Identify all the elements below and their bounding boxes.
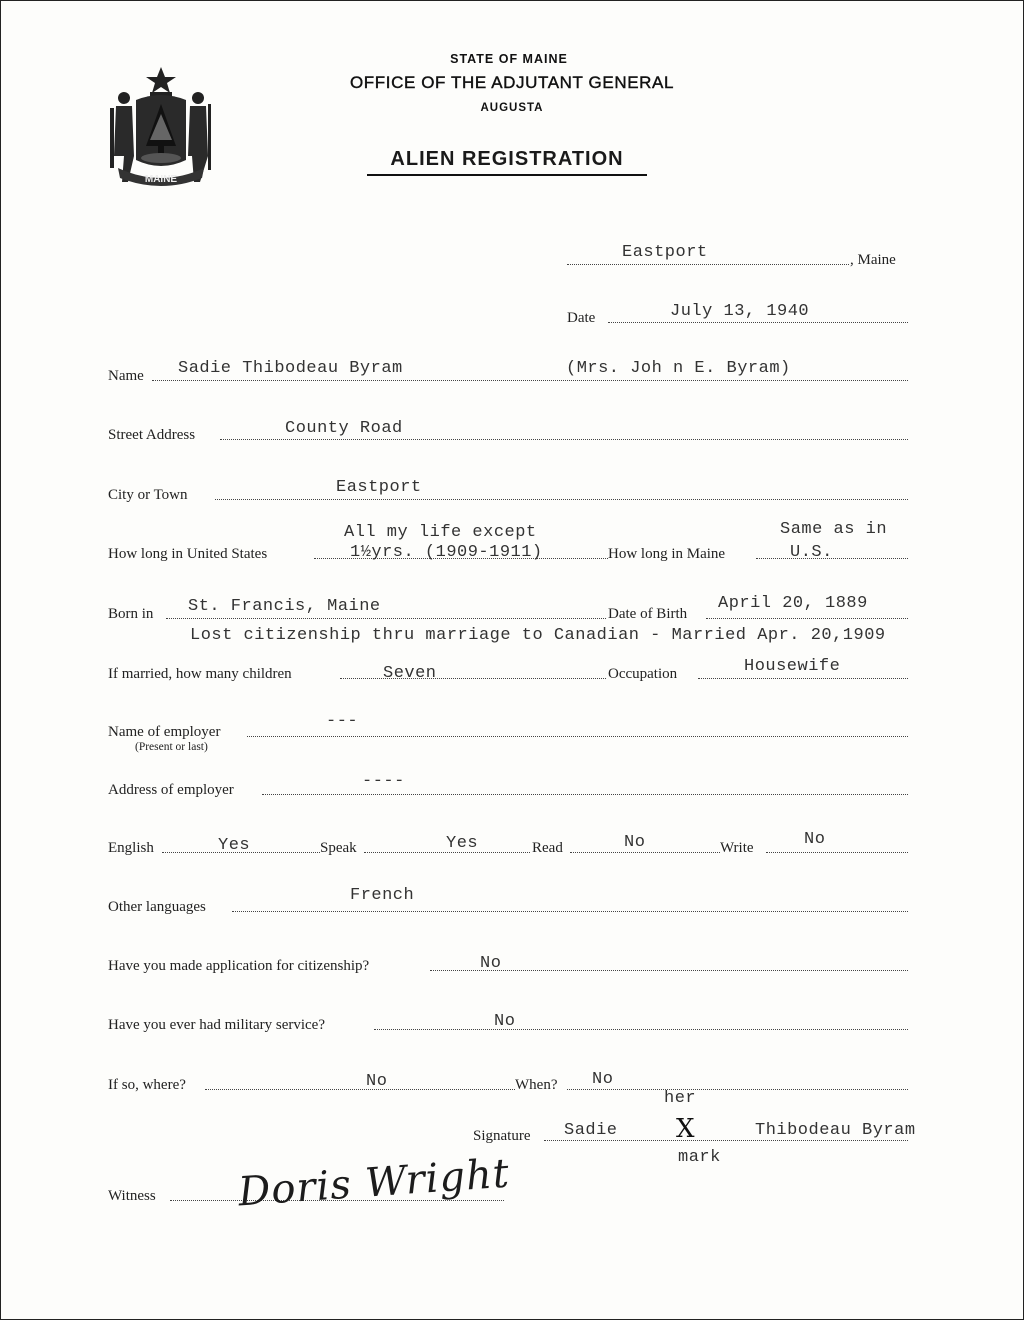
occupation-line (698, 678, 908, 679)
employer-address-label: Address of employer (108, 782, 234, 798)
signature-first-name: Sadie (564, 1121, 618, 1140)
witness-label: Witness (108, 1188, 156, 1204)
signature-label: Signature (473, 1128, 531, 1144)
us-duration-line1: All my life except (344, 523, 537, 542)
name-value: Sadie Thibodeau Byram (178, 359, 403, 378)
street-line (220, 439, 908, 440)
us-duration-line2: 1½yrs. (1909-1911) (350, 543, 543, 562)
children-label: If married, how many children (108, 666, 292, 682)
office-heading: OFFICE OF THE ADJUTANT GENERAL (349, 73, 675, 92)
city-label: City or Town (108, 487, 188, 503)
title-underline (367, 174, 647, 176)
svg-text:MAINE: MAINE (144, 174, 178, 185)
military-line (374, 1029, 908, 1030)
children-line (340, 678, 606, 679)
read-line (570, 852, 720, 853)
signature-her: her (664, 1089, 697, 1108)
signature-mark-label: mark (678, 1148, 721, 1167)
born-in-value: St. Francis, Maine (188, 597, 381, 616)
employer-address-line (262, 794, 908, 795)
citizenship-value: No (480, 954, 502, 973)
employer-line (247, 736, 908, 737)
born-in-line (166, 618, 606, 619)
read-label: Read (532, 840, 563, 856)
employer-label: Name of employer (108, 724, 221, 740)
citizenship-line (430, 970, 908, 971)
maine-duration-line2: U.S. (790, 543, 833, 562)
city-heading: AUGUSTA (480, 102, 544, 114)
citizenship-label: Have you made application for citizenship? (108, 958, 370, 974)
children-value: Seven (383, 664, 437, 683)
name-alt-value: (Mrs. Joh n E. Byram) (566, 359, 791, 378)
when-line (567, 1089, 908, 1090)
military-label: Have you ever had military service? (108, 1017, 325, 1033)
name-label: Name (108, 368, 144, 384)
date-line (608, 322, 908, 323)
us-duration-label: How long in United States (108, 546, 268, 562)
other-languages-label: Other languages (108, 899, 206, 915)
speak-label: Speak (320, 840, 357, 856)
date-label: Date (567, 310, 596, 326)
where-line (205, 1089, 515, 1090)
city-line (215, 499, 908, 500)
street-label: Street Address (108, 427, 196, 443)
born-in-label: Born in (108, 606, 154, 622)
employer-address-value: ---- (362, 772, 405, 791)
maine-duration-line1: Same as in (780, 520, 888, 539)
english-value: Yes (218, 836, 251, 855)
military-value: No (494, 1012, 516, 1031)
write-value: No (804, 830, 826, 849)
occupation-value: Housewife (744, 657, 841, 676)
date-value: July 13, 1940 (670, 302, 810, 321)
witness-signature: Doris Wright (236, 1150, 512, 1216)
signature-mark-x: X (676, 1114, 696, 1144)
dob-line (706, 618, 908, 619)
when-label: When? (515, 1077, 558, 1093)
citizenship-note: Lost citizenship thru marriage to Canadian - Married Apr. 20,1909 (190, 626, 886, 645)
state-heading: STATE OF MAINE (450, 52, 568, 66)
signature-last-name: Thibodeau Byram (755, 1121, 916, 1140)
english-label: English (108, 840, 154, 856)
other-languages-line (232, 911, 908, 912)
other-languages-value: French (350, 886, 415, 905)
name-line (152, 380, 908, 381)
town-line (567, 264, 849, 265)
dob-value: April 20, 1889 (718, 594, 868, 613)
where-value: No (366, 1072, 388, 1091)
city-value: Eastport (336, 478, 422, 497)
employer-sublabel: (Present or last) (135, 741, 208, 753)
maine-label: , Maine (850, 252, 896, 268)
signature-line (544, 1140, 908, 1141)
speak-value: Yes (446, 834, 479, 853)
when-value: No (592, 1070, 614, 1089)
occupation-label: Occupation (608, 666, 678, 682)
employer-value: --- (326, 712, 359, 731)
read-value: No (624, 833, 646, 852)
maine-duration-label: How long in Maine (608, 546, 726, 562)
town-value: Eastport (622, 243, 708, 262)
form-title: ALIEN REGISTRATION (390, 148, 624, 170)
street-value: County Road (285, 419, 403, 438)
dob-label: Date of Birth (608, 606, 688, 622)
where-label: If so, where? (108, 1077, 186, 1093)
write-label: Write (720, 840, 754, 856)
write-line (766, 852, 908, 853)
